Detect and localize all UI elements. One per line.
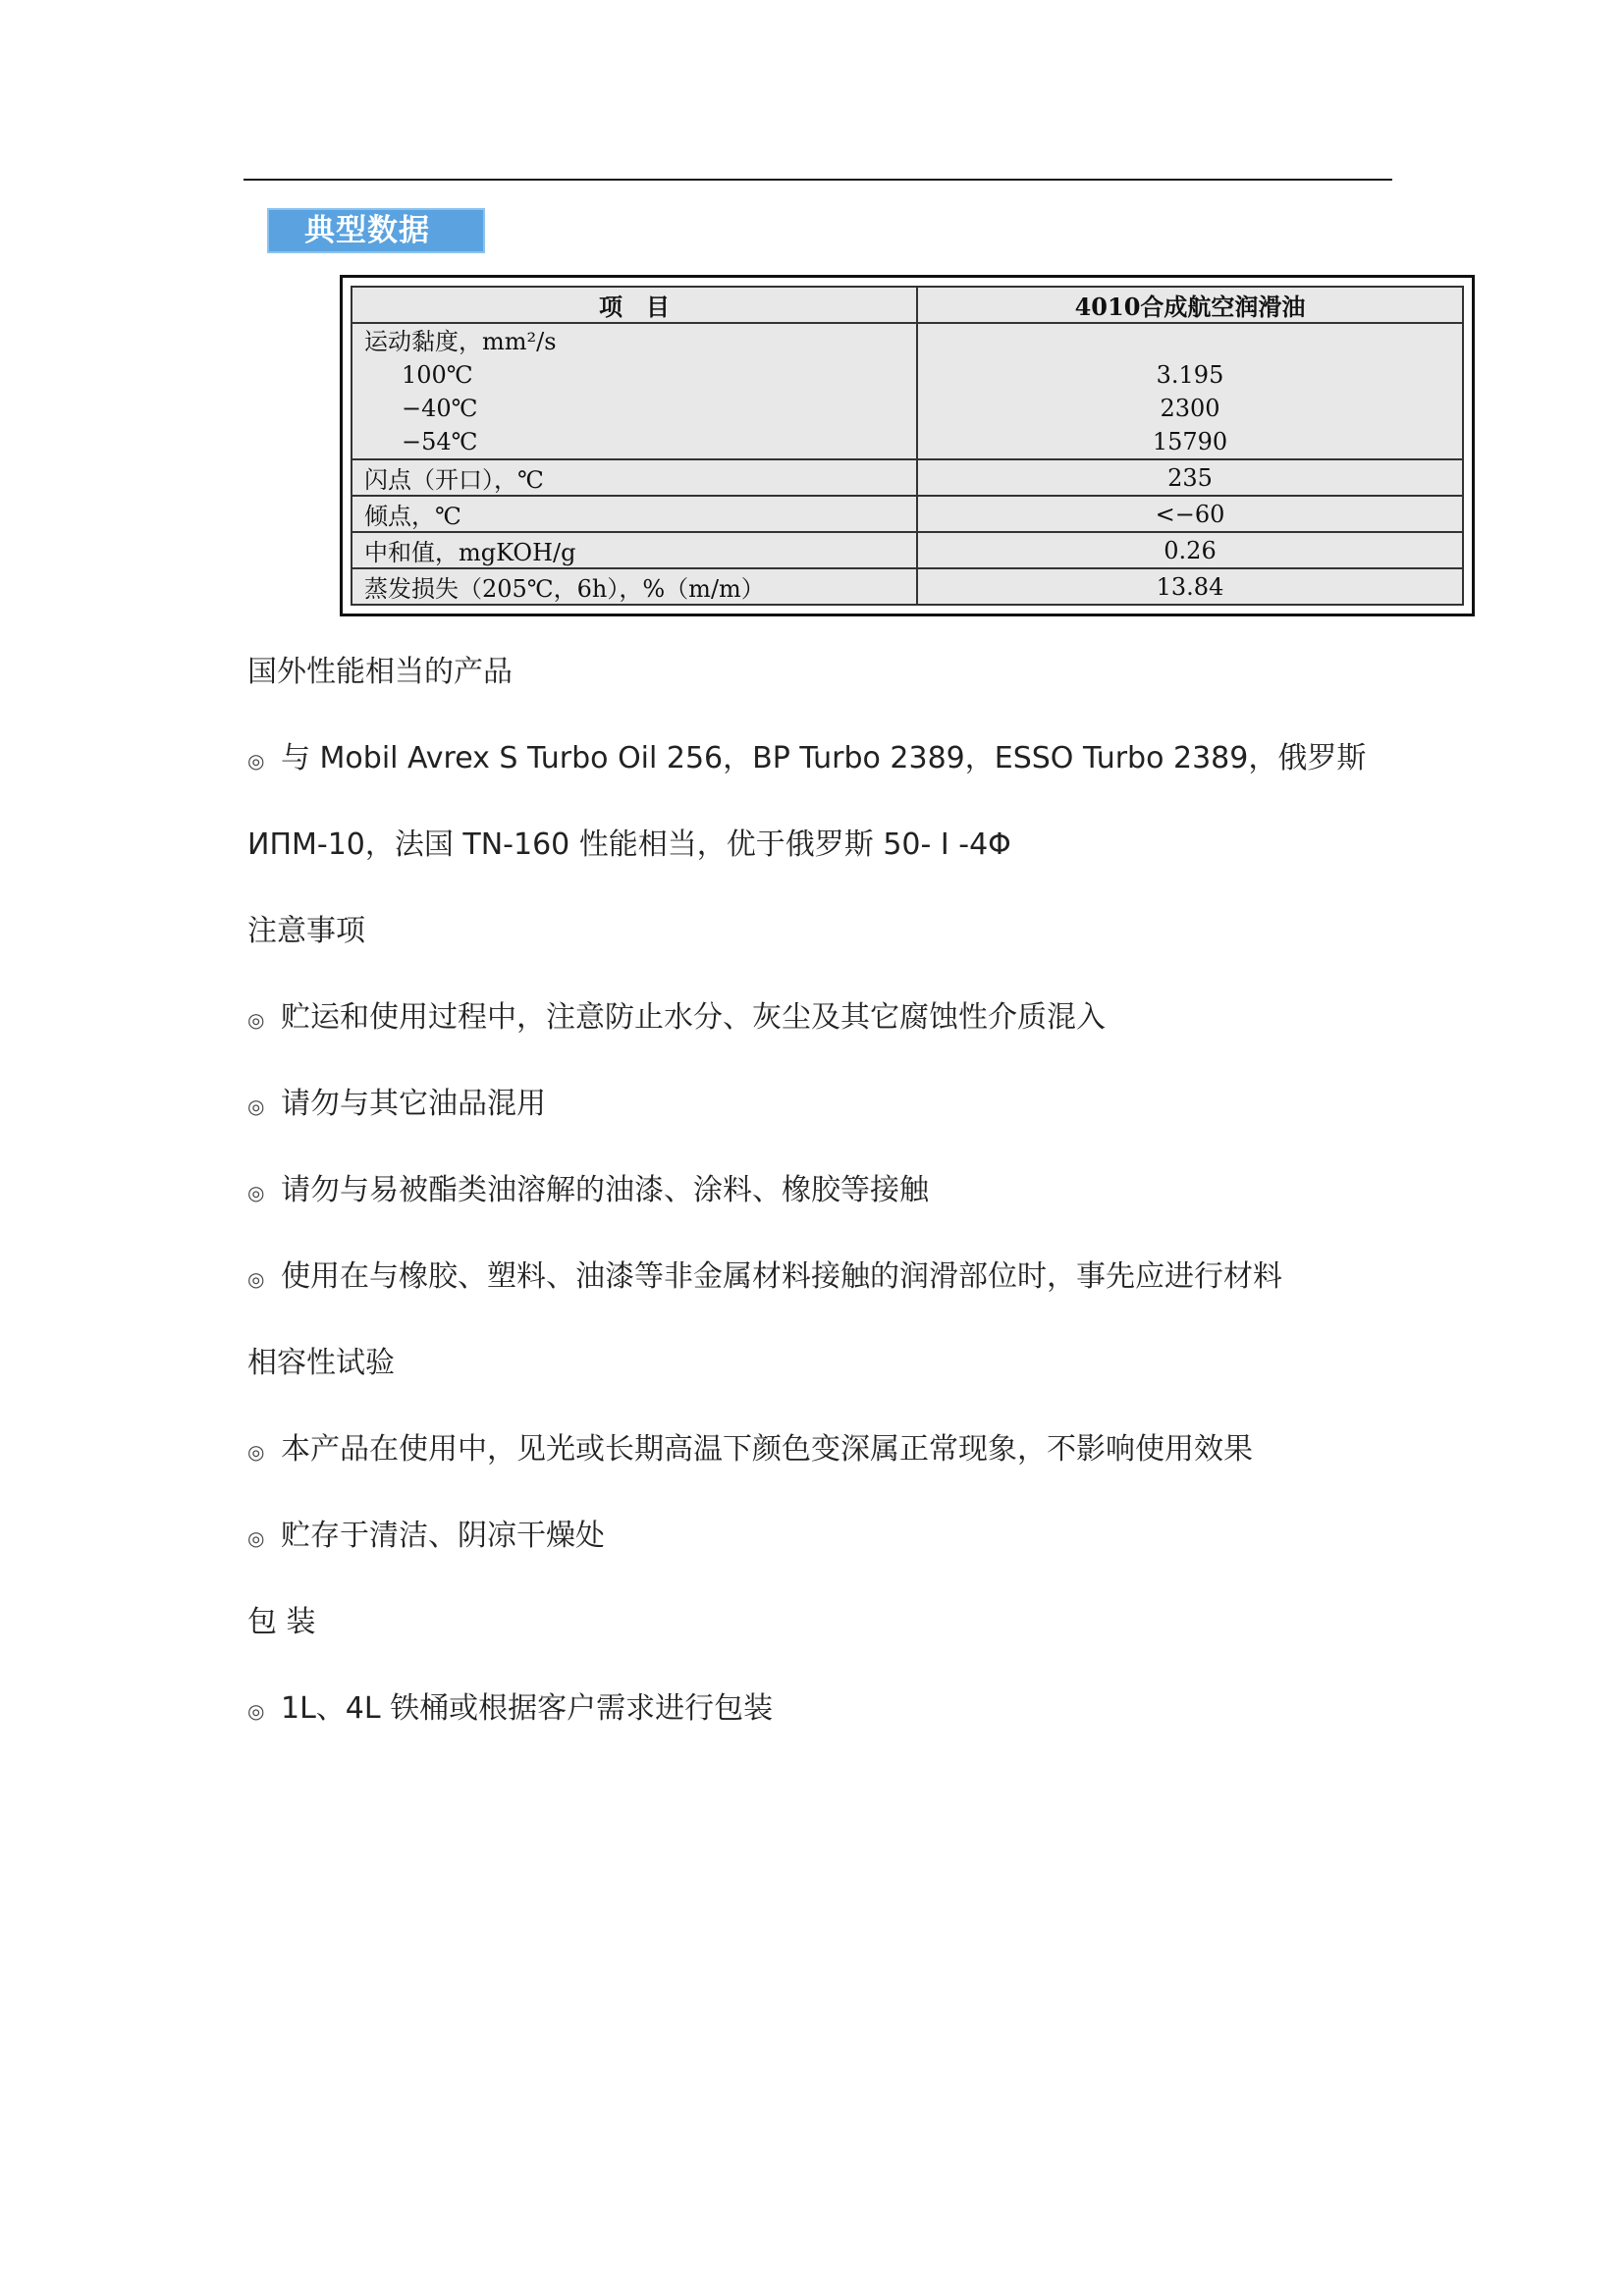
- bullet-icon: ◎: [247, 1267, 265, 1291]
- viscosity-value: 2300: [1160, 394, 1220, 422]
- bullet-icon: ◎: [247, 1008, 265, 1032]
- viscosity-labels: [352, 323, 917, 459]
- bullet-icon: ◎: [247, 1526, 265, 1550]
- data-table: [351, 286, 1464, 606]
- section-heading: 包 装: [247, 1605, 316, 1639]
- row-value: <−60: [917, 496, 1463, 532]
- bullet-icon: ◎: [247, 1095, 265, 1118]
- bullet-line: ◎ 使用在与橡胶、塑料、油漆等非金属材料接触的润滑部位时，事先应进行材料: [247, 1245, 1396, 1331]
- table-row: [352, 496, 1463, 532]
- bullet-line: ◎ 贮运和使用过程中，注意防止水分、灰尘及其它腐蚀性介质混入: [247, 986, 1396, 1072]
- row-label: 闪点（开口），℃: [352, 459, 917, 496]
- viscosity-temp: 100℃: [402, 360, 473, 389]
- header-item: 项 目: [352, 287, 917, 323]
- bullet-icon: ◎: [247, 1440, 265, 1464]
- document-body: [247, 640, 1396, 1763]
- bullet-line: ◎ 1L、4L 铁桶或根据客户需求进行包装: [247, 1677, 1396, 1763]
- bullet-line: ◎ 请勿与其它油品混用: [247, 1072, 1396, 1158]
- bullet-line: ◎ 本产品在使用中，见光或长期高温下颜色变深属正常现象，不影响使用效果: [247, 1417, 1396, 1504]
- viscosity-label: 运动黏度，mm²/s: [364, 327, 557, 355]
- header-product: 4010合成航空润滑油: [917, 287, 1463, 323]
- section-heading: 相容性试验: [247, 1346, 395, 1380]
- row-value: 235: [917, 459, 1463, 496]
- text-line: ИПМ-10，法国 TN-160 性能相当，优于俄罗斯 50- Ⅰ -4Φ: [247, 828, 1011, 862]
- row-value: 0.26: [917, 532, 1463, 568]
- table-row: [352, 532, 1463, 568]
- section-heading: 注意事项: [247, 914, 365, 948]
- bullet-icon: ◎: [247, 749, 265, 773]
- row-label: 蒸发损失（205℃，6h），%（m/m）: [352, 568, 917, 605]
- table-row: [352, 568, 1463, 605]
- bullet-line: ◎ 请勿与易被酯类油溶解的油漆、涂料、橡胶等接触: [247, 1158, 1396, 1245]
- row-value: 13.84: [917, 568, 1463, 605]
- viscosity-value: 15790: [1152, 427, 1228, 455]
- bullet-line: ◎ 贮存于清洁、阴凉干燥处: [247, 1504, 1396, 1590]
- bullet-icon: ◎: [247, 1699, 265, 1723]
- section-heading: 国外性能相当的产品: [247, 655, 513, 689]
- viscosity-temp: −54℃: [402, 427, 478, 455]
- table-header-row: [352, 287, 1463, 323]
- bullet-icon: ◎: [247, 1181, 265, 1204]
- top-rule: [244, 179, 1392, 181]
- typical-data-table: [340, 275, 1475, 616]
- table-row: [352, 459, 1463, 496]
- viscosity-values: [917, 323, 1463, 459]
- section-title-badge: 典型数据: [267, 208, 485, 253]
- row-label: 中和值，mgKOH/g: [352, 532, 917, 568]
- viscosity-row: [352, 323, 1463, 459]
- viscosity-temp: −40℃: [402, 394, 478, 422]
- viscosity-value: 3.195: [1156, 360, 1224, 389]
- bullet-line: ◎ 与 Mobil Avrex S Turbo Oil 256，BP Turbo 2389，ESSO Turbo 2389，俄罗斯: [247, 726, 1396, 813]
- row-label: 倾点，℃: [352, 496, 917, 532]
